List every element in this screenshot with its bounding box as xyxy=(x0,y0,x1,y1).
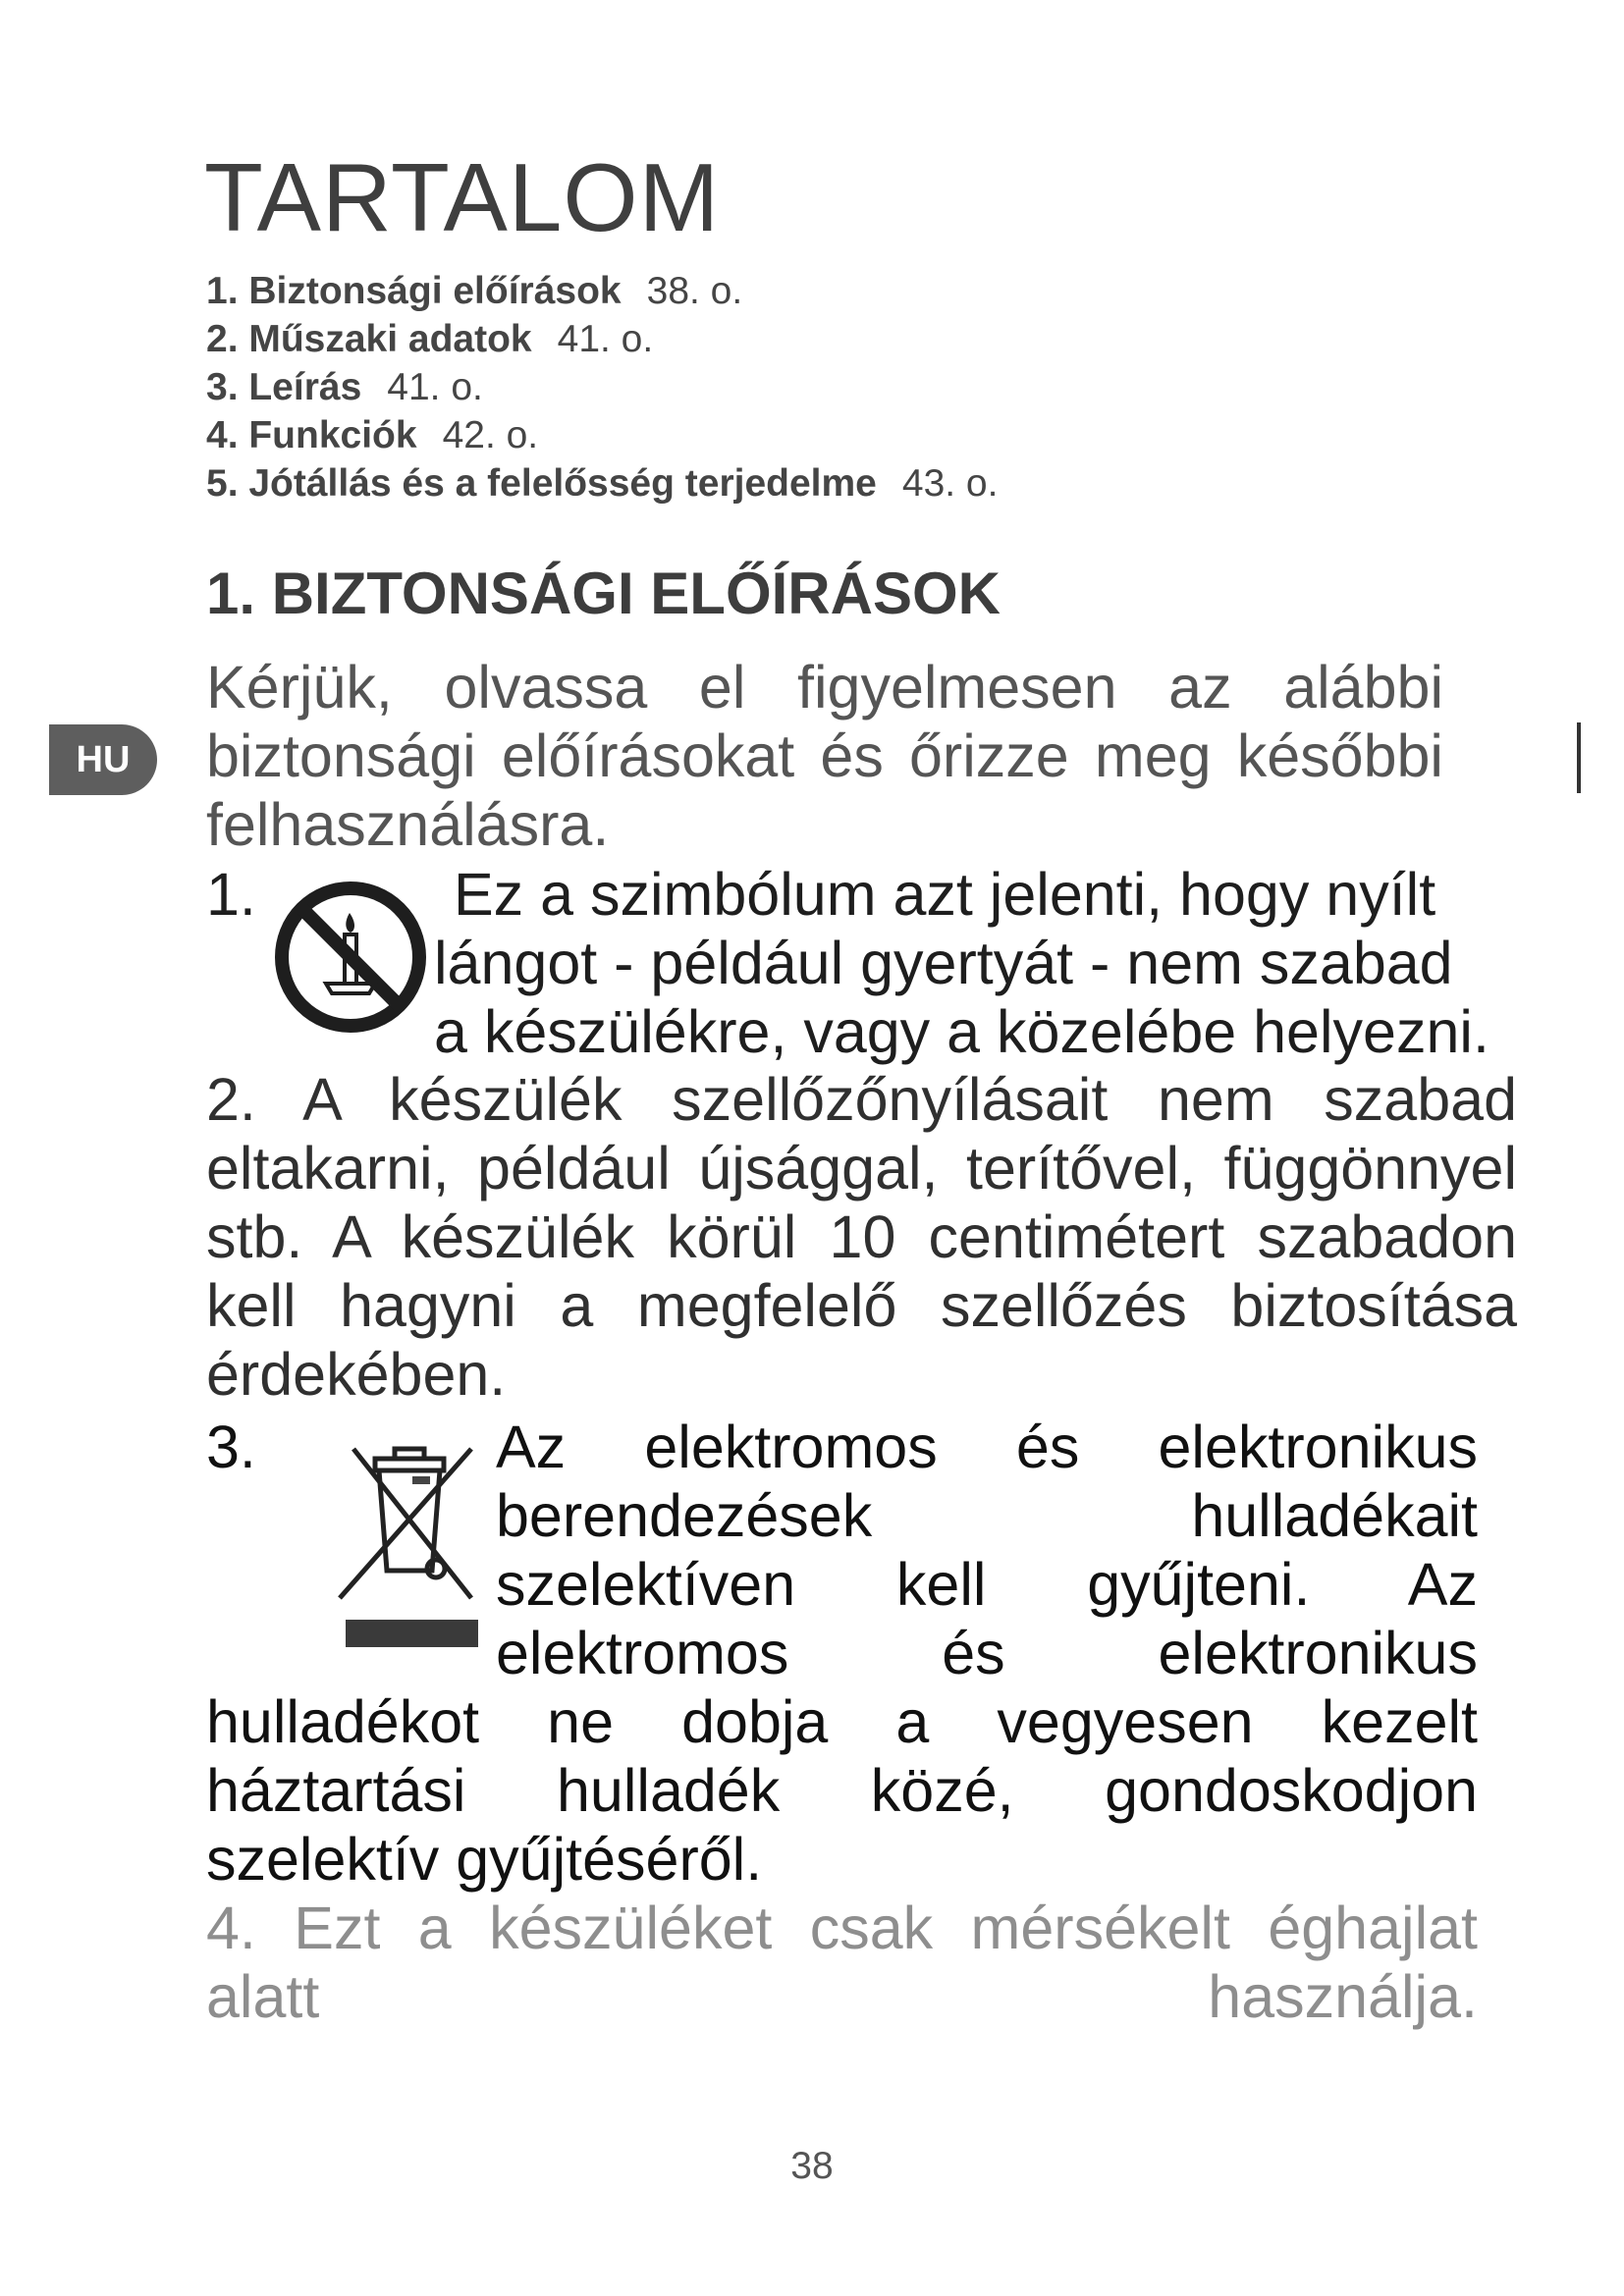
toc-entry-page: 42. o. xyxy=(442,414,539,456)
language-tab: HU xyxy=(49,724,157,795)
toc-title: TARTALOM xyxy=(204,143,721,251)
item3-tail-line: szelektív gyűjtéséről. xyxy=(206,1826,763,1893)
weee-crossed-bin-icon xyxy=(326,1423,493,1649)
toc-entry-page: 38. o. xyxy=(646,270,743,312)
item2-paragraph: 2. A készülék szellőzőnyílásait nem szabad eltakarni, például újsággal, terítővel, függönnyel stb. A készülék körül 10 centimétert szabadon kell hagyni a megfelelő szellőzés biztosítása érdekében. xyxy=(206,1066,1517,1408)
toc-entry-label: 2. Műszaki adatok xyxy=(206,318,532,360)
item3-line: szelektíven kell gyűjteni. Az xyxy=(496,1551,1478,1618)
item-number: 1. xyxy=(206,861,256,928)
table-of-contents xyxy=(206,267,998,507)
toc-entry xyxy=(206,267,998,315)
no-open-flame-icon xyxy=(267,874,434,1041)
item3-tail-line: háztartási hulladék közé, gondoskodjon xyxy=(206,1757,1478,1824)
page-edge-marker xyxy=(1577,722,1581,793)
item3-tail-text xyxy=(206,1687,1478,1894)
toc-entry-page: 43. o. xyxy=(901,462,999,505)
item1-line: a készülékre, vagy a közelébe helyezni. xyxy=(434,998,1489,1065)
item4-paragraph: 4. Ezt a készüléket csak mérsékelt éghajlat alatt használja. xyxy=(206,1895,1478,2030)
toc-entry xyxy=(206,411,998,459)
toc-entry-label: 4. Funkciók xyxy=(206,414,417,456)
item3-tail-line: hulladékot ne dobja a vegyesen kezelt xyxy=(206,1688,1478,1755)
item3-line: berendezések hulladékait xyxy=(496,1482,1478,1549)
toc-entry-page: 41. o. xyxy=(557,318,654,360)
item3-wrapped-text xyxy=(496,1413,1478,1687)
toc-entry xyxy=(206,459,998,507)
item-number: 3. xyxy=(206,1414,256,1480)
item1-line: lángot - például gyertyát - nem szabad xyxy=(434,930,1453,996)
toc-entry-label: 5. Jótállás és a felelősség terjedelme xyxy=(206,462,877,505)
intro-paragraph: Kérjük, olvassa el figyelmesen az alábbi biztonsági előírásokat és őrizze meg későbbi felhasználásra. xyxy=(206,654,1443,858)
toc-entry-page: 41. o. xyxy=(387,366,483,408)
toc-entry-label: 3. Leírás xyxy=(206,366,362,408)
item3-line: Az elektromos és elektronikus xyxy=(496,1414,1478,1480)
toc-entry-label: 1. Biztonsági előírások xyxy=(206,270,622,312)
item1-line: Ez a szimbólum azt jelenti, hogy nyílt xyxy=(454,861,1436,928)
page-number: 38 xyxy=(790,2145,834,2187)
toc-entry xyxy=(206,315,998,363)
toc-entry xyxy=(206,363,998,411)
item3-line: elektromos és elektronikus xyxy=(496,1620,1478,1686)
section-heading: 1. BIZTONSÁGI ELŐÍRÁSOK xyxy=(206,561,1001,626)
